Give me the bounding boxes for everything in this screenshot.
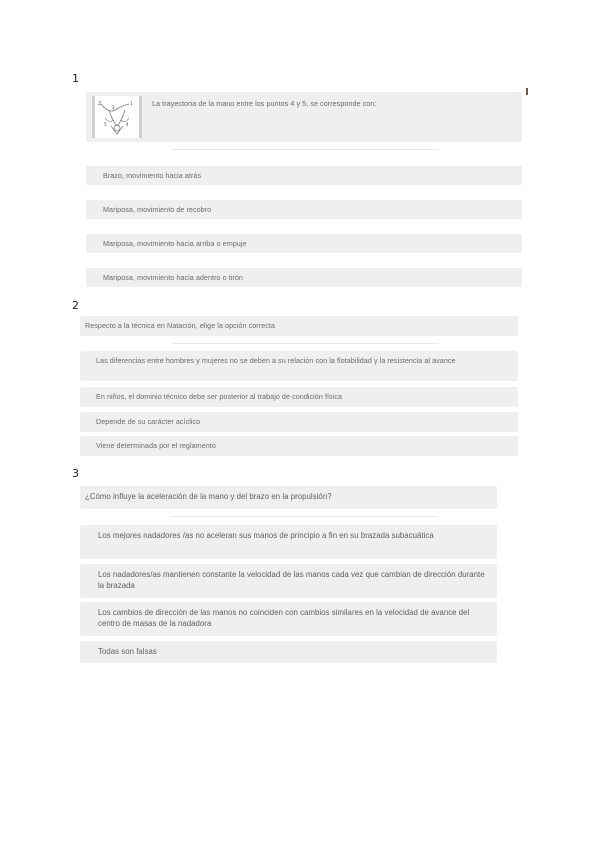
answer-option[interactable] <box>86 234 522 253</box>
answer-option[interactable] <box>80 525 497 559</box>
answer-option-label: En niños, el dominio técnico debe ser posterior al trabajo de condición física <box>96 392 343 401</box>
answer-option[interactable] <box>80 641 497 663</box>
question-prompt: La trayectoria de la mano entre los puntos 4 y 5, se corresponde con: <box>152 99 377 108</box>
question-number: 3 <box>72 467 79 480</box>
answer-option-label: Depende de su carácter acíclico <box>96 417 201 426</box>
answer-option-label: Las diferencias entre hombres y mujeres no se deben a su relación con la flotabilidad y la resistencia al avance <box>96 356 456 365</box>
divider <box>172 149 438 150</box>
answer-option-label: Todas son falsas <box>98 647 157 656</box>
answer-option[interactable] <box>86 268 522 287</box>
stroke-diagram-image <box>92 96 142 138</box>
figure-label: 3 <box>112 105 115 110</box>
answer-option[interactable] <box>80 412 518 432</box>
answer-option-label: Mariposa, movimiento hacia arriba o empuje <box>103 239 247 248</box>
answer-option-label: Brazo, movimiento hacia atrás <box>103 171 202 180</box>
question-prompt-box <box>80 486 497 509</box>
answer-option[interactable] <box>80 602 497 636</box>
answer-option-label: Mariposa, movimiento hacia adentro o tirón <box>103 273 243 282</box>
answer-option-label: Mariposa, movimiento de recobro <box>103 205 212 214</box>
answer-option-label: Viene determinada por el reglamento <box>96 441 216 450</box>
figure-label: 4 <box>126 122 129 127</box>
question-number: 2 <box>72 299 79 312</box>
figure-label: 2 <box>98 101 102 107</box>
divider <box>172 516 436 517</box>
figure-label: 1 <box>130 101 133 106</box>
question-prompt: Respecto a la técnica en Natación, elige la opción correcta <box>85 321 275 330</box>
question-prompt: ¿Cómo influye la aceleración de la mano y del brazo en la propulsión? <box>85 492 332 501</box>
answer-option-label: Los cambios de dirección de las manos no coinciden con cambios similares en la velocidad de avance del centro de masas de la nadadora <box>98 608 470 628</box>
figure-label: 5 <box>104 122 107 127</box>
answer-option[interactable] <box>86 166 522 185</box>
answer-option-label: Los nadadores/as mantienen constante la velocidad de las manos cada vez que cambian de dirección durante la brazada <box>98 570 485 590</box>
answer-option-label: Los mejores nadadores /as no aceleran sus manos de principio a fin en su brazada subacuática <box>98 531 434 540</box>
question-prompt-box <box>86 92 522 142</box>
answer-option[interactable] <box>80 351 518 381</box>
answer-option[interactable] <box>80 564 497 598</box>
question-prompt-box <box>80 316 518 336</box>
answer-option[interactable] <box>80 387 518 407</box>
marker-icon <box>526 88 528 95</box>
answer-option[interactable] <box>86 200 522 219</box>
question-number: 1 <box>72 72 79 85</box>
answer-option[interactable] <box>80 436 518 456</box>
divider <box>172 343 438 344</box>
